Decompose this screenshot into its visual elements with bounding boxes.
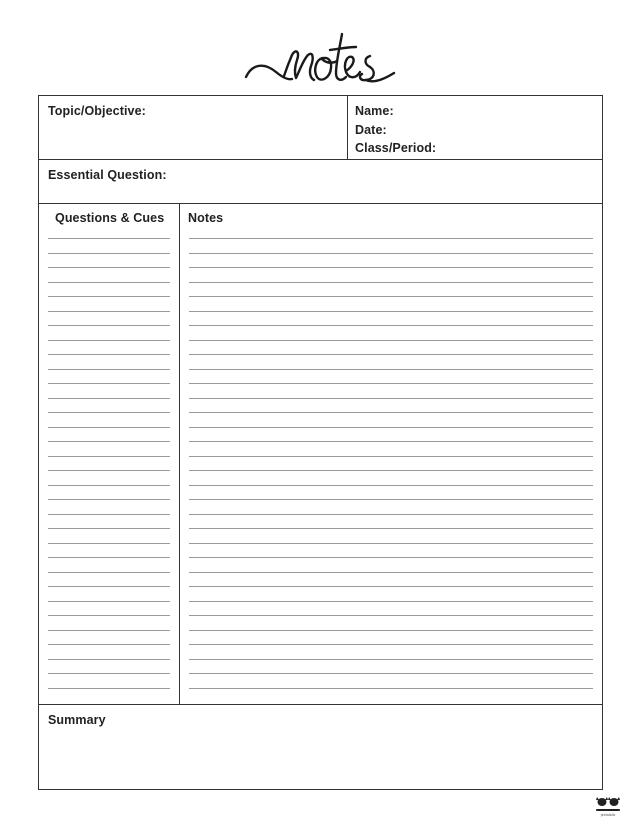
name-label: Name: bbox=[355, 104, 394, 118]
note-writing-line bbox=[189, 673, 593, 674]
note-writing-line bbox=[189, 325, 593, 326]
cue-writing-line bbox=[48, 427, 170, 428]
note-writing-line bbox=[189, 383, 593, 384]
note-writing-line bbox=[189, 601, 593, 602]
summary-field[interactable] bbox=[39, 705, 602, 789]
note-writing-line bbox=[189, 528, 593, 529]
cue-writing-line bbox=[48, 586, 170, 587]
notes-header: Notes bbox=[188, 211, 224, 225]
cue-writing-line bbox=[48, 485, 170, 486]
note-writing-line bbox=[189, 514, 593, 515]
summary-label: Summary bbox=[48, 713, 106, 727]
note-writing-line bbox=[189, 615, 593, 616]
date-label: Date: bbox=[355, 123, 387, 137]
cue-writing-line bbox=[48, 340, 170, 341]
notes-column[interactable] bbox=[180, 204, 602, 704]
note-writing-line bbox=[189, 311, 593, 312]
note-writing-line bbox=[189, 659, 593, 660]
note-writing-line bbox=[189, 688, 593, 689]
cue-writing-line bbox=[48, 325, 170, 326]
notes-body bbox=[39, 204, 602, 705]
cue-writing-line bbox=[48, 514, 170, 515]
cue-writing-line bbox=[48, 238, 170, 239]
note-writing-line bbox=[189, 485, 593, 486]
cue-writing-line bbox=[48, 369, 170, 370]
cue-writing-line bbox=[48, 543, 170, 544]
note-writing-line bbox=[189, 282, 593, 283]
cue-writing-line bbox=[48, 354, 170, 355]
note-writing-line bbox=[189, 644, 593, 645]
cue-writing-line bbox=[48, 557, 170, 558]
note-writing-line bbox=[189, 456, 593, 457]
note-writing-line bbox=[189, 369, 593, 370]
cue-writing-line bbox=[48, 398, 170, 399]
note-writing-line bbox=[189, 441, 593, 442]
cue-writing-line bbox=[48, 412, 170, 413]
note-writing-line bbox=[189, 238, 593, 239]
cue-writing-line bbox=[48, 615, 170, 616]
student-info-field bbox=[348, 96, 602, 159]
cue-writing-line bbox=[48, 659, 170, 660]
note-writing-line bbox=[189, 398, 593, 399]
note-writing-line bbox=[189, 470, 593, 471]
cue-writing-line bbox=[48, 267, 170, 268]
class-period-label: Class/Period: bbox=[355, 141, 437, 155]
cue-writing-line bbox=[48, 673, 170, 674]
cue-writing-line bbox=[48, 253, 170, 254]
header-row bbox=[39, 96, 602, 160]
cue-writing-line bbox=[48, 499, 170, 500]
cue-writing-line bbox=[48, 688, 170, 689]
questions-cues-column[interactable] bbox=[39, 204, 180, 704]
cue-writing-line bbox=[48, 601, 170, 602]
note-writing-line bbox=[189, 499, 593, 500]
note-writing-line bbox=[189, 267, 593, 268]
note-writing-line bbox=[189, 354, 593, 355]
note-writing-line bbox=[189, 557, 593, 558]
note-writing-line bbox=[189, 586, 593, 587]
notes-title-logo bbox=[0, 0, 640, 95]
topic-objective-label: Topic/Objective: bbox=[48, 104, 146, 118]
note-writing-line bbox=[189, 412, 593, 413]
cue-writing-line bbox=[48, 383, 170, 384]
cue-writing-line bbox=[48, 296, 170, 297]
note-writing-line bbox=[189, 340, 593, 341]
essential-question-field[interactable] bbox=[39, 160, 602, 204]
essential-question-label: Essential Question: bbox=[48, 168, 167, 182]
svg-text:printabulls: printabulls bbox=[600, 813, 616, 817]
cue-writing-line bbox=[48, 572, 170, 573]
cue-writing-line bbox=[48, 456, 170, 457]
questions-cues-header: Questions & Cues bbox=[55, 211, 165, 225]
cue-writing-line bbox=[48, 528, 170, 529]
cue-writing-line bbox=[48, 630, 170, 631]
note-writing-line bbox=[189, 572, 593, 573]
note-writing-line bbox=[189, 253, 593, 254]
printabulls-logo-icon bbox=[593, 793, 623, 817]
note-writing-line bbox=[189, 427, 593, 428]
cue-writing-line bbox=[48, 644, 170, 645]
cue-writing-line bbox=[48, 311, 170, 312]
note-writing-line bbox=[189, 543, 593, 544]
cue-writing-line bbox=[48, 282, 170, 283]
note-writing-line bbox=[189, 630, 593, 631]
note-writing-line bbox=[189, 296, 593, 297]
cue-writing-line bbox=[48, 470, 170, 471]
cue-writing-line bbox=[48, 441, 170, 442]
cornell-notes-form bbox=[38, 95, 603, 790]
topic-objective-field[interactable] bbox=[39, 96, 348, 159]
